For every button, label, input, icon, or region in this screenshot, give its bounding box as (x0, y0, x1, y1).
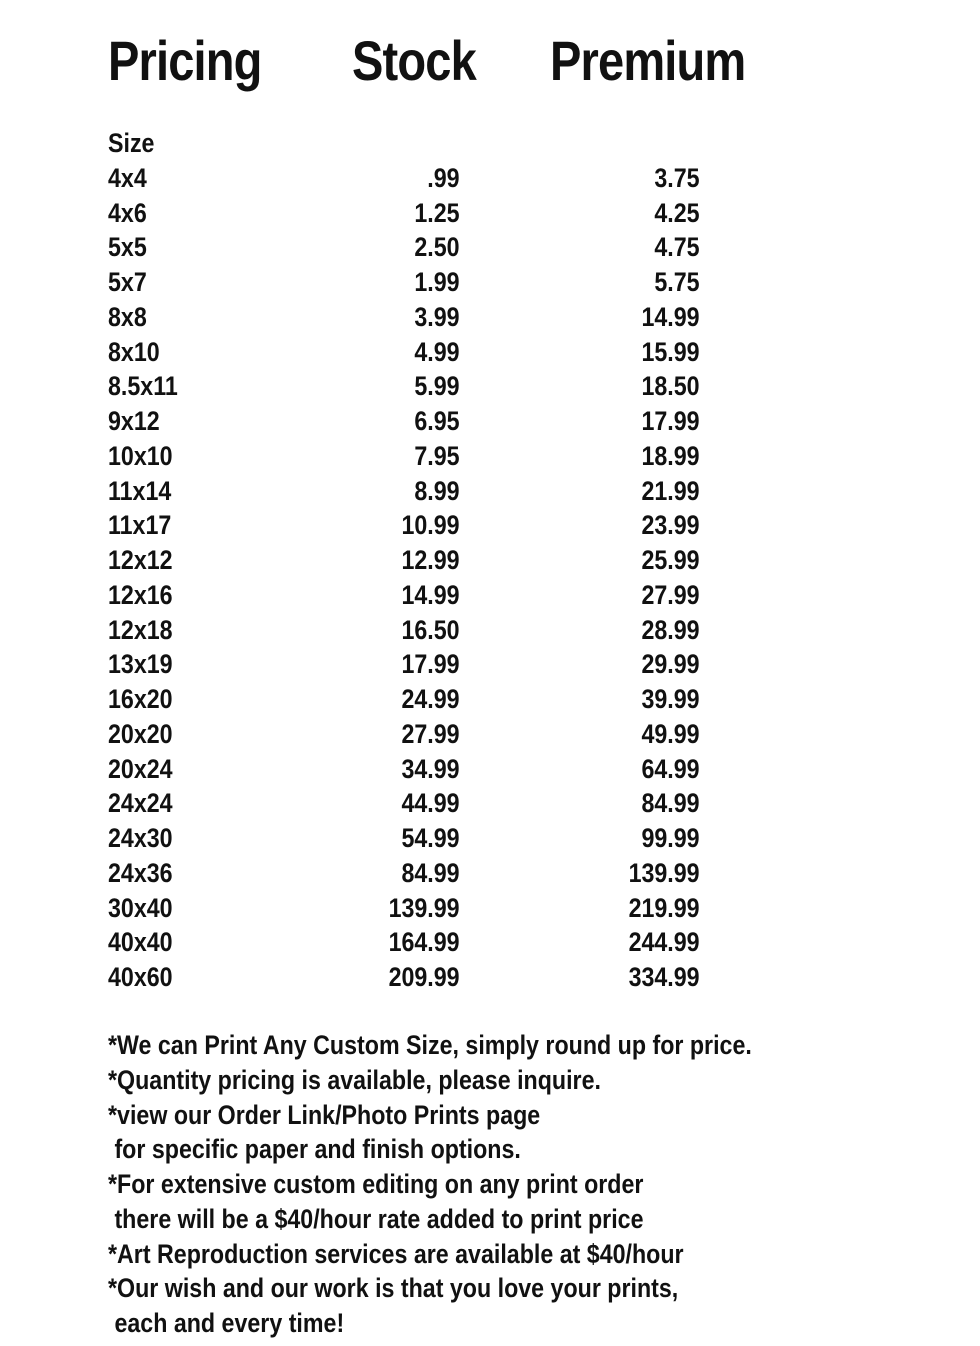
premium-price-cell: 39.99 (641, 684, 700, 714)
size-label-row (0, 126, 980, 161)
size-cell: 4x6 (108, 197, 147, 228)
premium-price-cell: 21.99 (641, 475, 700, 506)
table-row (0, 161, 980, 196)
stock-price-cell: 164.99 (388, 927, 460, 958)
note-line: *We can Print Any Custom Size, simply round up for price. (108, 1030, 752, 1060)
note-line: *Quantity pricing is available, please inquire. (108, 1064, 601, 1095)
stock-price-cell: 14.99 (401, 579, 460, 610)
size-cell: 24x24 (108, 788, 173, 819)
table-row (0, 508, 980, 543)
table-row (0, 543, 980, 578)
table-row (0, 752, 980, 787)
premium-price-cell: 23.99 (641, 510, 700, 541)
table-row (0, 925, 980, 960)
size-cell: 4x4 (108, 162, 147, 193)
table-row (0, 613, 980, 648)
premium-price-cell: 27.99 (641, 579, 700, 610)
table-row (0, 265, 980, 300)
note-line: *For extensive custom editing on any print order (108, 1169, 644, 1199)
premium-price-cell: 99.99 (641, 823, 700, 853)
stock-price-cell: 8.99 (414, 475, 460, 506)
size-cell: 12x18 (108, 614, 173, 645)
stock-price-cell: 3.99 (414, 301, 460, 332)
stock-price-cell: 4.99 (414, 336, 460, 367)
stock-price-cell: 54.99 (401, 823, 460, 853)
premium-price-cell: 25.99 (641, 545, 700, 575)
stock-price-cell: 17.99 (401, 649, 460, 680)
note-line: *Our wish and our work is that you love your prints, (108, 1273, 679, 1304)
table-row (0, 960, 980, 995)
stock-price-cell: 7.95 (414, 440, 460, 471)
size-cell: 40x60 (108, 962, 173, 992)
price-rows (0, 161, 980, 995)
stock-price-cell: 139.99 (388, 892, 460, 923)
premium-price-cell: 17.99 (641, 406, 700, 436)
stock-price-cell: 44.99 (401, 788, 460, 819)
size-cell: 10x10 (108, 440, 173, 471)
premium-price-cell: 14.99 (641, 301, 700, 332)
header-pricing: Pricing (108, 29, 262, 92)
size-cell: 5x5 (108, 232, 147, 263)
size-cell: 12x16 (108, 579, 173, 610)
table-row (0, 369, 980, 404)
note-line: *view our Order Link/Photo Prints page (108, 1099, 541, 1130)
table-row (0, 335, 980, 370)
premium-price-cell: 15.99 (641, 336, 700, 367)
stock-price-cell: .99 (427, 162, 460, 193)
premium-price-cell: 64.99 (641, 753, 700, 784)
size-cell: 9x12 (108, 406, 160, 436)
stock-price-cell: 84.99 (401, 857, 460, 888)
table-row (0, 404, 980, 439)
size-cell: 5x7 (108, 267, 147, 297)
table-row (0, 578, 980, 613)
stock-price-cell: 34.99 (401, 753, 460, 784)
header-premium: Premium (550, 29, 746, 92)
note-line: for specific paper and finish options. (108, 1134, 521, 1165)
table-row (0, 647, 980, 682)
table-row (0, 682, 980, 717)
stock-price-cell: 10.99 (401, 510, 460, 541)
stock-price-cell: 1.25 (414, 197, 460, 228)
price-table (0, 126, 980, 995)
premium-price-cell: 5.75 (654, 267, 700, 297)
premium-price-cell: 244.99 (628, 927, 700, 958)
table-row (0, 717, 980, 752)
premium-price-cell: 18.50 (641, 371, 700, 402)
note-line: *Art Reproduction services are available at $40/hour (108, 1238, 684, 1269)
size-cell: 8x10 (108, 336, 160, 367)
table-row (0, 786, 980, 821)
table-row (0, 300, 980, 335)
stock-price-cell: 12.99 (401, 545, 460, 575)
premium-price-cell: 139.99 (628, 857, 700, 888)
premium-price-cell: 4.25 (654, 197, 700, 228)
size-cell: 20x24 (108, 753, 173, 784)
size-cell: 8x8 (108, 301, 147, 332)
table-row (0, 891, 980, 926)
stock-price-cell: 209.99 (388, 962, 460, 992)
stock-price-cell: 16.50 (401, 614, 460, 645)
size-cell: 12x12 (108, 545, 173, 575)
size-cell: 20x20 (108, 718, 173, 749)
table-row (0, 821, 980, 856)
premium-price-cell: 334.99 (628, 962, 700, 992)
premium-price-cell: 4.75 (654, 232, 700, 263)
stock-price-cell: 2.50 (414, 232, 460, 263)
header-stock: Stock (352, 29, 476, 92)
premium-price-cell: 49.99 (641, 718, 700, 749)
premium-price-cell: 84.99 (641, 788, 700, 819)
size-cell: 8.5x11 (108, 371, 178, 402)
stock-price-cell: 1.99 (414, 267, 460, 297)
note-line: there will be a $40/hour rate added to print price (108, 1203, 644, 1234)
size-cell: 24x30 (108, 823, 173, 853)
premium-price-cell: 28.99 (641, 614, 700, 645)
table-row (0, 474, 980, 509)
table-row (0, 196, 980, 231)
stock-price-cell: 24.99 (401, 684, 460, 714)
note-line: each and every time! (108, 1308, 345, 1338)
size-cell: 16x20 (108, 684, 173, 714)
size-cell: 30x40 (108, 892, 173, 923)
stock-price-cell: 27.99 (401, 718, 460, 749)
table-row (0, 439, 980, 474)
size-cell: 11x17 (108, 510, 172, 541)
size-column-label: Size (108, 128, 155, 158)
table-row (0, 230, 980, 265)
premium-price-cell: 3.75 (654, 162, 700, 193)
stock-price-cell: 5.99 (414, 371, 460, 402)
stock-price-cell: 6.95 (414, 406, 460, 436)
premium-price-cell: 219.99 (628, 892, 700, 923)
size-cell: 11x14 (108, 475, 172, 506)
page-header (0, 28, 980, 98)
size-cell: 13x19 (108, 649, 173, 680)
notes-block (108, 1028, 968, 1341)
premium-price-cell: 29.99 (641, 649, 700, 680)
size-cell: 40x40 (108, 927, 173, 958)
premium-price-cell: 18.99 (641, 440, 700, 471)
table-row (0, 856, 980, 891)
size-cell: 24x36 (108, 857, 173, 888)
